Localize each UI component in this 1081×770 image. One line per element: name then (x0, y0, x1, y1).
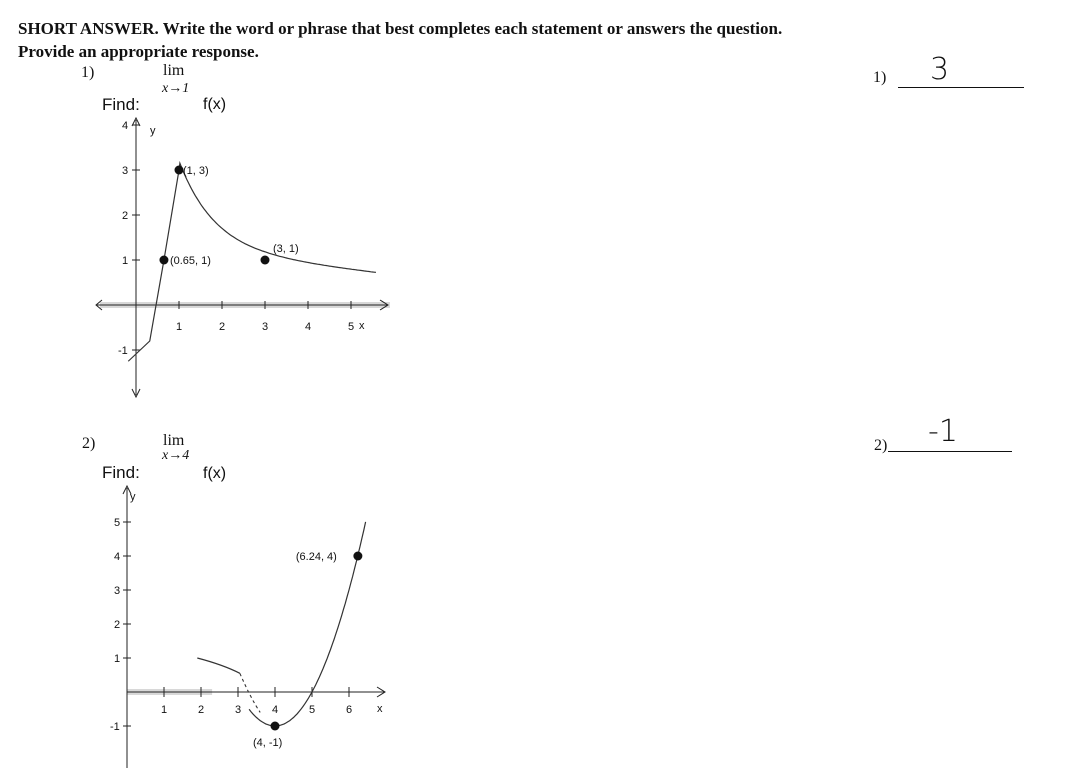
point-label: (3, 1) (273, 243, 299, 255)
y-tick-label: 5 (114, 517, 121, 529)
question-1-number: 1) (81, 64, 95, 81)
instructions-heading: SHORT ANSWER. Write the word or phrase that best completes each statement or answers the question. (18, 19, 783, 38)
x-tick-label: 3 (235, 704, 242, 716)
x-tick-label: 4 (272, 704, 279, 716)
q2-limit-approach: x→4 (162, 448, 190, 463)
graph-2 (95, 480, 415, 770)
y-axis-label: y (150, 125, 156, 137)
q2-find-label: Find: (102, 463, 140, 482)
answer-2-line (888, 451, 1012, 452)
q1-function: f(x) (203, 96, 227, 113)
answer-1-number: 1) (873, 69, 887, 86)
q1-limit-approach: x→1 (162, 81, 190, 96)
y-tick-label: 3 (122, 165, 129, 177)
y-tick-label: 2 (122, 210, 129, 222)
answer-2-value[interactable]: -1 (928, 414, 958, 449)
y-tick-label: 4 (122, 120, 129, 132)
graph-1 (88, 110, 408, 410)
answer-1-line (898, 87, 1024, 88)
q2-function: f(x) (203, 465, 227, 482)
point-marker (261, 256, 270, 265)
y-tick-label: 1 (114, 653, 121, 665)
q2-limit-word: lim (163, 432, 185, 449)
q1-find-label: Find: (102, 95, 140, 114)
point-marker (159, 256, 168, 265)
point-marker (353, 552, 362, 561)
point-label: (6.24, 4) (295, 551, 337, 563)
point-marker (271, 722, 280, 731)
q1-limit-word: lim (163, 62, 185, 79)
x-tick-label: 5 (309, 704, 316, 716)
x-axis-label: x (377, 703, 383, 715)
graph-2-dashed-segment (240, 673, 260, 712)
question-2-number: 2) (82, 435, 96, 452)
y-tick-label: -1 (118, 345, 128, 357)
answer-2-number: 2) (874, 437, 888, 454)
y-tick-label: 3 (114, 585, 121, 597)
x-tick-label: 5 (348, 321, 355, 333)
x-tick-label: 2 (198, 704, 205, 716)
instructions-subheading: Provide an appropriate response. (18, 42, 259, 61)
point-label: (4, -1) (253, 737, 283, 749)
x-tick-label: 2 (219, 321, 226, 333)
answer-1-value[interactable]: 3 (930, 52, 950, 87)
x-tick-label: 1 (176, 321, 183, 333)
y-axis-label: y (130, 491, 136, 503)
x-tick-label: 1 (161, 704, 168, 716)
x-axis-label: x (359, 320, 365, 332)
x-tick-label: 3 (262, 321, 269, 333)
y-tick-label: 4 (114, 551, 121, 563)
y-tick-label: 2 (114, 619, 121, 631)
y-tick-label: -1 (110, 721, 120, 733)
graph-2-left-segment (197, 658, 240, 673)
point-label: (0.65, 1) (169, 255, 211, 267)
x-tick-label: 6 (346, 704, 353, 716)
y-tick-label: 1 (122, 255, 129, 267)
x-tick-label: 4 (305, 321, 312, 333)
point-label: (1, 3) (183, 165, 209, 177)
